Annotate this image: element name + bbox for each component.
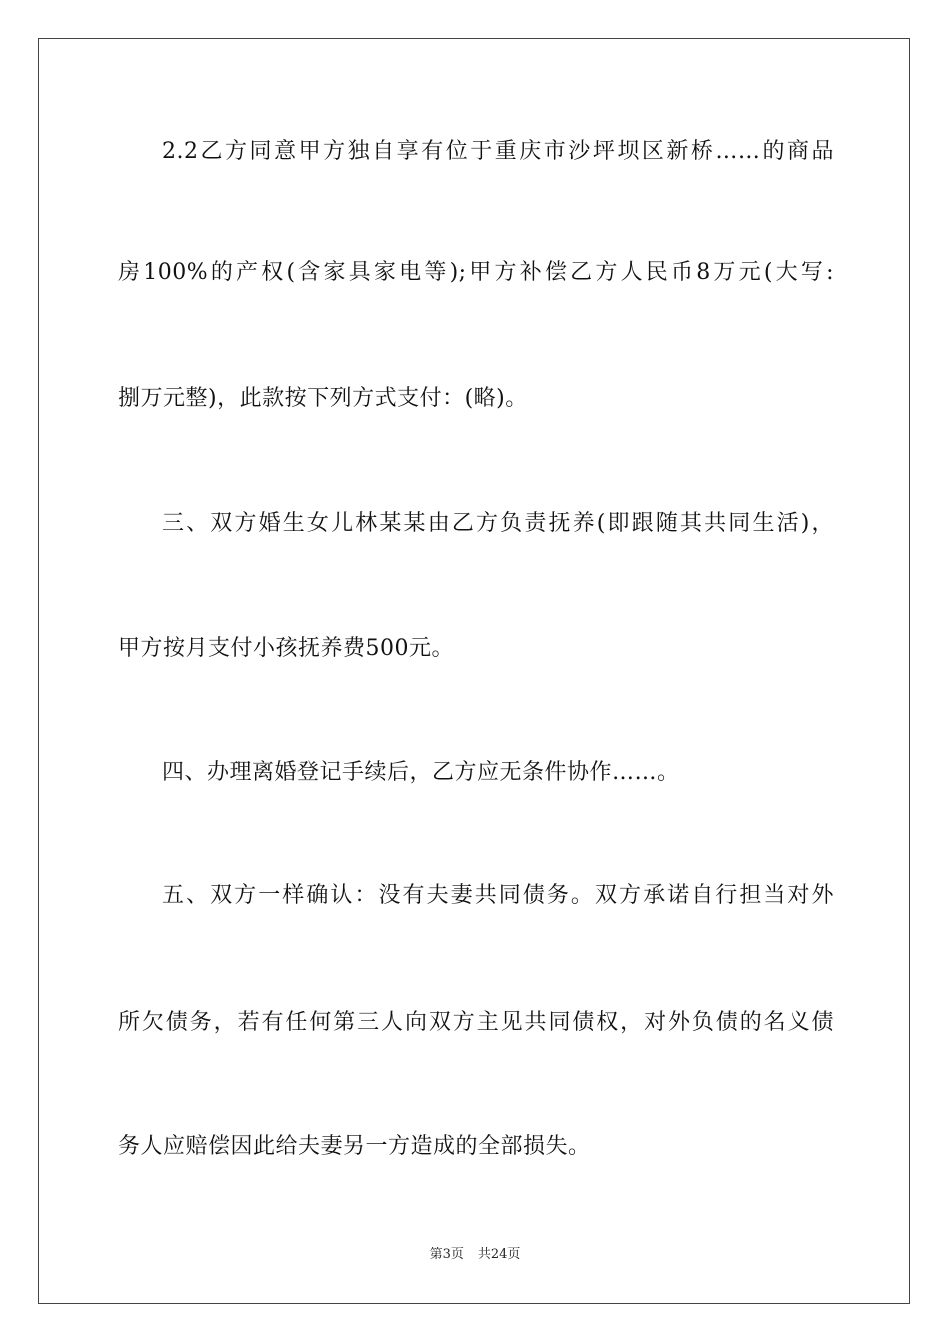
paragraph-2-2-line-1: 2.2乙方同意甲方独自享有位于重庆市沙坪坝区新桥……的商品 bbox=[162, 139, 834, 164]
paragraph-2-2-line-2: 房100%的产权(含家具家电等);甲方补偿乙方人民币8万元(大写: bbox=[118, 260, 834, 285]
paragraph-5-line-3: 务人应赔偿因此给夫妻另一方造成的全部损失。 bbox=[118, 1134, 591, 1159]
paragraph-2-2-line-3: 捌万元整)，此款按下列方式支付：(略)。 bbox=[118, 386, 528, 411]
paragraph-4-line-1: 四、办理离婚登记手续后，乙方应无条件协作……。 bbox=[162, 760, 680, 785]
page-footer bbox=[0, 1246, 950, 1264]
page-frame bbox=[38, 38, 910, 1304]
page-total: 共24页 bbox=[477, 1247, 521, 1262]
paragraph-3-line-2: 甲方按月支付小孩抚养费500元。 bbox=[118, 636, 454, 661]
paragraph-3-line-1: 三、双方婚生女儿林某某由乙方负责抚养(即跟随其共同生活)， bbox=[162, 511, 834, 536]
paragraph-5-line-1: 五、双方一样确认：没有夫妻共同债务。双方承诺自行担当对外 bbox=[162, 883, 834, 908]
page-number: 第3页 bbox=[429, 1247, 464, 1262]
paragraph-5-line-2: 所欠债务，若有任何第三人向双方主见共同债权，对外负债的名义债 bbox=[118, 1010, 834, 1035]
